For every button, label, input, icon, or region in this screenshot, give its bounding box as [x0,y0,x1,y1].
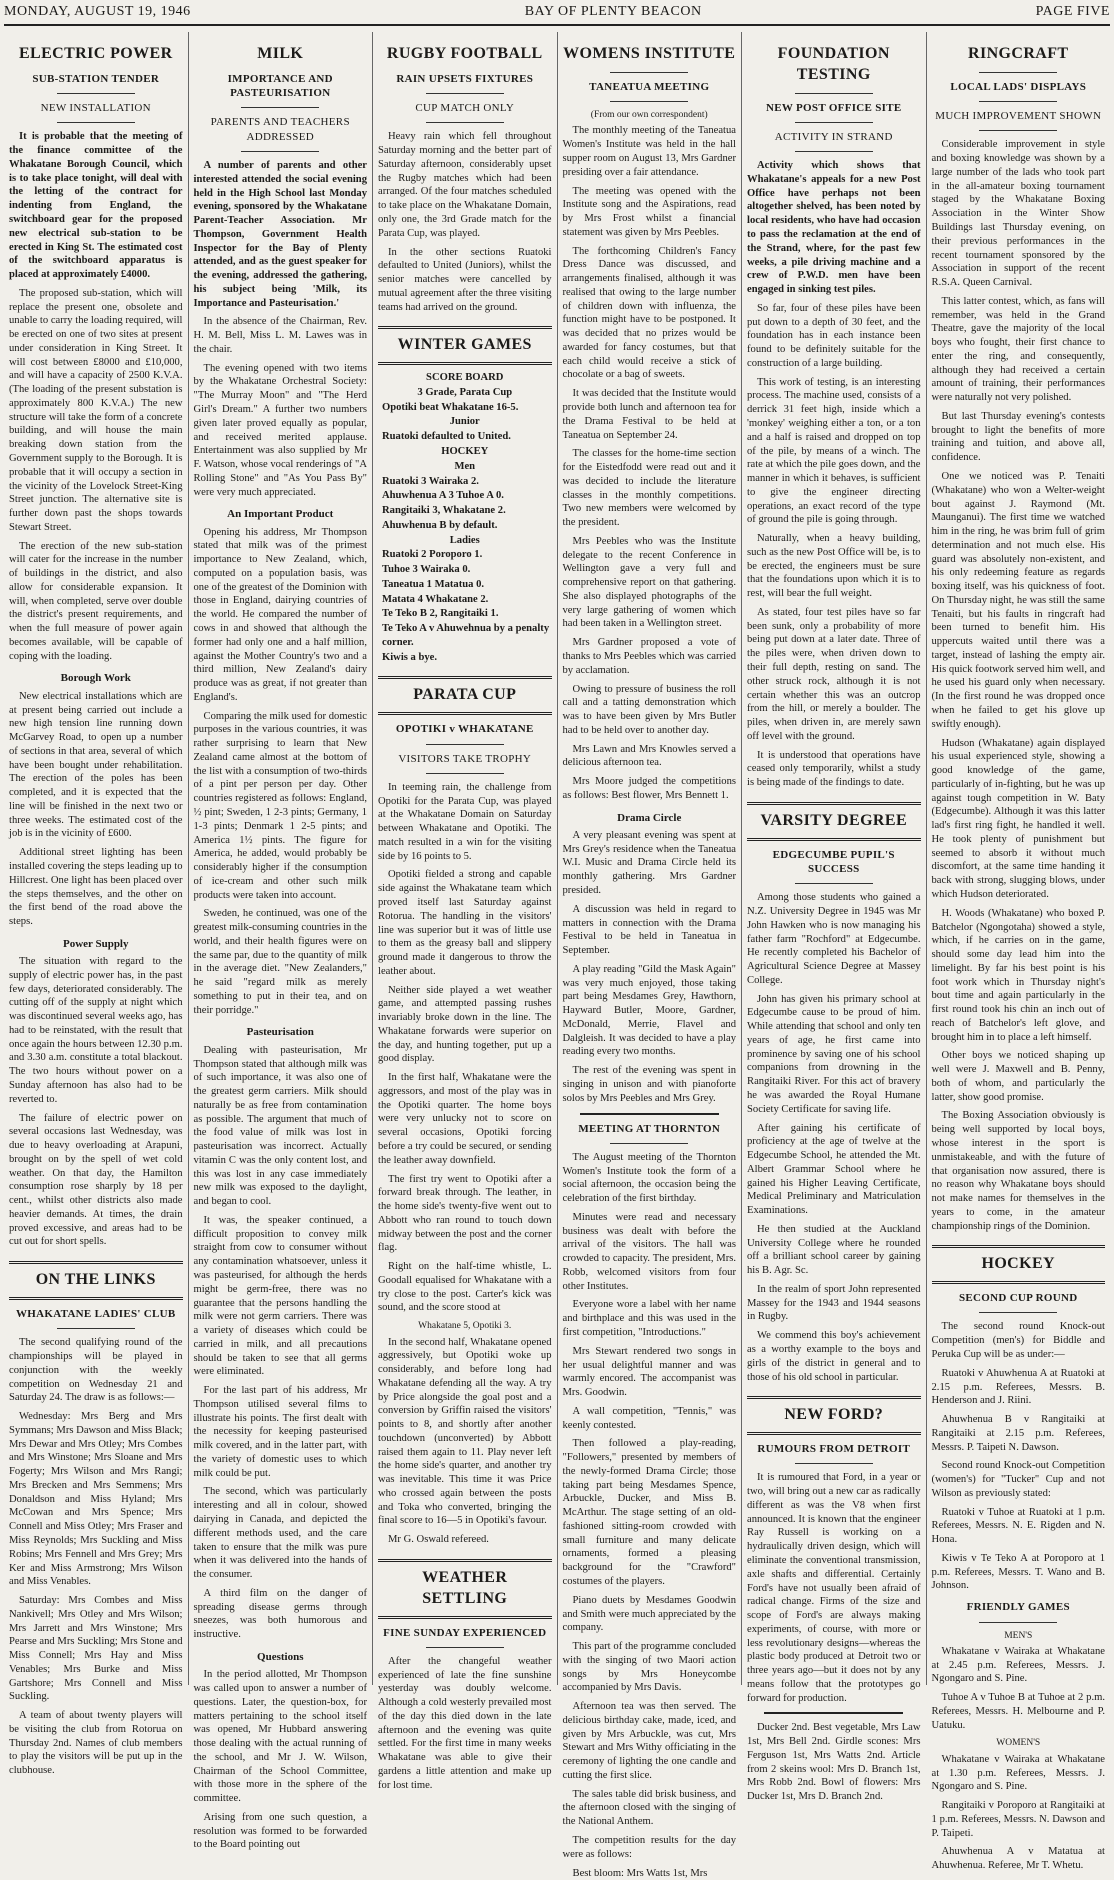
paragraph: A third film on the danger of spreading disease germs through sneezes, was both humorous and instructive. [193,1587,367,1641]
paragraph: Wednesday: Mrs Berg and Mrs Symmans; Mrs Dawson and Miss Black; Mrs Dewar and Mrs Otley; Mrs Combes and Mrs Winstone; Mrs Sloane and Mrs Fogerty; Mrs Wilson and Mrs Rangi; Mrs Brecken and Mrs Semmens; Mrs Donaldson and Miss Hyland; Mrs McCowan and Mrs Spence; Mrs Connell and Miss Otley; Mrs Fraser and Miss Reynolds; Mrs Suckling and Miss Robins; Mrs Fennell and Mrs Grey; Mrs Ker and Miss Armstrong; Mrs Wilson and Miss Venables. [9,1411,183,1588]
paragraph: Everyone wore a label with her name and birthplace and this was used in the first competition, "Introductions." [562,1299,736,1338]
score-result: Ahuwhenua B by default. [382,519,498,531]
paragraph: The erection of the new sub-station will cater for the increase in the number of buildings in the district, and also allow for considerable expansion. It will, when completed, serve over double the district's present requirements, and when the full measure of power again becomes available, will be capable of coping with the loading. [9,540,183,662]
score-result: Matata 4 Whakatane 2. [382,593,489,605]
paragraph: Mrs Stewart rendered two songs in her usual delightful manner and was warmly encored. The accompanist was Mrs. Goodwin. [562,1345,736,1399]
paragraph: The second qualifying round of the championships will be played in conjunction with the weekly competition on Wednesday 21 and Saturday 24. The draw is as follows:— [9,1337,183,1404]
paragraph: He then studied at the Auckland University College where he rounded off a brilliant school career by gaining his B. Agr. Sc. [747,1223,921,1277]
paragraph: As stated, four test piles have so far been sunk, only a probability of more being put down at a later date. Three of the piles were, when driven down to their full depth, resting on sand. The other struck rock, although it is not certain whether this was an outcrop from the hill, or merely a boulder. The piles, when driven in, are merely sawn off level with the ground. [747,606,921,742]
paragraph: Naturally, when a heavy building, such as the new Post Office will be, is to be erected, the engineers must be sure that the foundations upon which it is to rest, will bear the full weight. [747,533,921,600]
paragraph: Mrs Lawn and Mrs Knowles served a delicious afternoon tea. [562,743,736,769]
divider [610,1143,688,1144]
divider [795,122,873,123]
paragraph: So far, four of these piles have been put down to a depth of 30 feet, and the foundation has in each instance been found to be definitely suitable for the construction of a large building. [747,302,921,369]
article-subtitle: LOCAL LADS' DISPLAYS [950,80,1087,93]
paragraph: Mrs Moore judged the competitions as follows: Best flower, Mrs Bennett 1. [562,776,736,801]
article-subtitle: TANEATUA MEETING [589,80,710,93]
divider [57,1328,135,1329]
article-title: WEATHER SETTLING [378,1559,552,1619]
article-title: MEETING AT THORNTON [578,1122,721,1135]
article-title: MILK [257,45,304,62]
section-heading: Questions [257,1650,304,1663]
paragraph: The failure of electric power on several occasions last Wednesday, was due to heavy overloading at Arapuni, brought on by the spell of wet cold weather. On that day, the Hamilton consumption rose sharply by 18 per cent., whilst other districts also made heavier demands. At times, the drain proved excessive, and areas had to be cut out for short spells. [9,1112,183,1248]
article-title: WOMENS INSTITUTE [563,45,736,62]
paragraph: Mrs Gardner proposed a vote of thanks to Mrs Peebles which was carried by acclamation. [562,637,736,676]
article-subhead: ACTIVITY IN STRAND [774,130,893,143]
article-subtitle: OPOTIKI v WHAKATANE [395,723,534,736]
paragraph: Whakatane v Wairaka at Whakatane at 1.30 p.m. Referees, Messrs. J. Ngongaro and S. Pine. [931,1753,1105,1793]
paragraph: Ahuwhenua A v Matatua at Ahuwhenua. Referee, Mr T. Whetu. [931,1846,1105,1872]
paragraph: Piano duets by Mesdames Goodwin and Smith were much appreciated by the company. [562,1594,736,1634]
paragraph: For the last part of his address, Mr Thompson utilised several films to illustrate his points. The first dealt with the necessity for keeping pasteurised milk covered, and in the latter part, with the variety of domestic uses to which milk could be put. [193,1385,367,1479]
divider [426,122,504,123]
paragraph: A very pleasant evening was spent at Mrs Grey's residence when the Taneatua W.I. Music and Drama Circle held its monthly gathering. Mrs Gardner presided. [562,829,736,897]
article-subtitle: RUMOURS FROM DETROIT [757,1443,911,1456]
paragraph: A discussion was held in regard to matters in connection with the Drama Festival to be held in Taneatua in September. [562,903,736,957]
paragraph: The sales table did brisk business, and the afternoon closed with the singing of the National Anthem. [562,1788,736,1828]
article-title: ON THE LINKS [9,1261,183,1300]
paragraph: Arising from one such question, a resolution was formed to be forwarded to the Board pointing out [193,1811,367,1851]
paragraph: Minutes were read and necessary business was dealt with before the arrival of the visitors. The hall was crowded to capacity. The president, Mrs. Robb, welcomed visitors from four other Institutes. [562,1211,736,1292]
article-subtitle: FINE SUNDAY EXPERIENCED [383,1626,547,1639]
article-subtitle: SECOND CUP ROUND [959,1292,1078,1305]
paragraph: Opening his address, Mr Thompson stated that milk was of the primest importance to New Zealand, which, computed on a population basis, was one of the greatest of the Dominion with those in England, dairying countries of the world. He compared the number of cows in and showed that although the former had only one and a half million, against the Mother Country's two and a third million, New Zealand's dairy produce was as great, if not greater than England's. [193,526,367,703]
paragraph: H. Woods (Whakatane) who boxed P. Batchelor (Ngongotaha) showed a style, which, if he carries on in the game, should some day lead him into the limelight. By far his best point is his foot work which in Thursday night's bout time and again particularly in the first round took his chin an inch out of reach of Batchelor's left glove, and brought him in to place a left himself. [931,907,1105,1043]
divider [610,101,688,102]
paragraph: The meeting was opened with the Institute song and the Aspirations, read by Mrs Frost whilst a financial statement was given by Mrs Peebles. [562,185,736,238]
column-4 [557,32,742,1879]
paragraph: Sweden, he continued, was one of the greatest milk-consuming countries in the world, and their health figures were on the same par, due to the quantity of milk in the average diet. "New Zealanders," he said "regard milk as merely something to put in their tea, and on their porridge." [193,908,367,1016]
paragraph: We commend this boy's achievement as a worthy example to the boys and girls of the district in general and to those of his old school in particular. [747,1330,921,1383]
score-result: Opotiki beat Whakatane 16-5. [382,401,519,413]
paragraph: The Boxing Association obviously is being well supported by local boys, whose interest in the sport is unmistakeable, and with the future of that organisation now assured, there is no reason why Whakatane boys should not make names for themselves in the years to come, in the amateur championship rings of the Dominion. [931,1110,1105,1232]
divider [979,1312,1057,1313]
score-result: Ruatoki defaulted to United. [382,431,511,443]
article-subtitle: NEW POST OFFICE SITE [766,101,902,114]
paragraph: Ducker 2nd. Best vegetable, Mrs Law 1st, Mrs Bell 2nd. Girdle scones: Mrs Ferguson 1st, Mrs Watts 2nd. Article from 2 skeins wool: Mrs D. Branch 1st, Mrs Robb 2nd. Bowl of flowers: Mrs Ducker 1st, Mrs D. Branch 2nd. [747,1722,921,1803]
divider [979,72,1057,73]
divider [795,883,873,884]
divider [426,1647,504,1648]
paragraph: Rangitaiki v Poroporo at Rangitaiki at 1 p.m. Referees, Messrs. N. Dawson and P. Taipeti. [931,1800,1105,1839]
paragraph: In the absence of the Chairman, Rev. H. M. Bell, Miss L. M. Lawes was in the chair. [193,316,367,355]
paragraph: Kiwis v Te Teko A at Poroporo at 1 p.m. Referees, Messrs. T. Wano and B. Johnson. [931,1552,1105,1592]
paragraph: Mr G. Oswald refereed. [388,1534,489,1546]
paragraph: One we noticed was P. Tenaiti (Whakatane) who won a Welter-weight bout against J. Raymond (Mt. Maunganui). The first time we watched him in the ring, he was brim full of grim determination and not much else. His guard was absolutely non-existent, and his only redeeming feature as regards boxing itself, was his quickness of foot. On Thursday night, he was still the same Tenaiti, but his faults in ringcraft had been turned to benefit him. His uppercuts waited until there was a target, instead of lashing the empty air. His quick footwork served him well, and he used his guard only when necessary. (In the first round he was dropped once when he failed to get his glove up swiftly enough). [931,471,1105,730]
paragraph: Neither side played a wet weather game, and attempted passing rushes invariably broke down in the line. The Whakatane forwards were superior on the day, and hunting together, put up a good display. [378,984,552,1065]
page-number: PAGE FIVE [1035,4,1110,19]
divider [795,151,873,152]
article-subhead: PARENTS AND TEACHERS ADDRESSED [210,116,350,143]
score-grade: Junior [449,416,480,428]
paragraph: Considerable improvement in style and boxing knowledge was shown by a large number of the lads who took part in the all-amateur boxing tournament staged by the Whakatane Boxing Association in the Winter Show Buildings last Thursday evening, on their previous performances in the recent tournament sponsored by the Association in support of the recent R.S.A. Queen Carnival. [931,139,1105,289]
paragraph: Saturday: Mrs Combes and Miss Nankivell; Mrs Otley and Mrs Wilson; Mrs Jarrett and Mrs Winstone; Mrs Pearse and Mrs Suckling; Mrs Stone and Miss Connell; Mrs Hay and Miss Venables; Mrs Burke and Miss Gartshore; Mrs Connell and Miss Suckling. [9,1595,183,1703]
article-subtitle: IMPORTANCE AND PASTEURISATION [227,72,333,100]
paragraph: Other boys we noticed shaping up well were J. Maxwell and B. Penny, both of whom, and particularly the latter, show good promise. [931,1050,1105,1103]
masthead [4,0,1110,26]
paragraph: The competition results for the day were as follows: [562,1835,736,1860]
paragraph: Owing to pressure of business the roll call and a tatting demonstration which was to have been given by Mrs Butler had to be held over to another day. [562,683,736,736]
article-subtitle: FRIENDLY GAMES [966,1601,1070,1614]
divider [241,107,319,108]
paragraph: Among those students who gained a N.Z. University Degree in 1945 was Mr John Hawken who is now managing his father farm "Rochford" at Edgecumbe. He recently completed his Bachelor of Agricultural Science Degree at Massey College. [747,892,921,986]
article-subtitle: SUB-STATION TENDER [32,72,160,85]
paragraph: A play reading "Gild the Mask Again" was very much enjoyed, those taking part being Mesdames Grey, Hawthorn, Hayward Butler, Moore, Gardner, McDonald, Merrie, Flavel and Dalgleish. It was decided to have a play reading every two months. [562,963,736,1058]
page-columns [4,32,1110,1879]
divider [795,1463,873,1464]
paragraph: The proposed sub-station, which will replace the present one, obsolete and unable to carry the loading required, will be erected on one of two sites at present under consideration in King Street. It will cost between £8000 and £10,000, and will have a capacity of 2500 K.V.A. (The loading of the present substation is approximately 800 K.V.A.) The new structure will take the form of a concrete building, and will house the main breaking down station from the Government supply to the Borough. It is probable that it will occupy a section in the vicinity of the Lovelock Street-King Street junction. The alternative site is further down past the shops towards Stewart Street. [9,287,183,533]
divider [426,773,504,774]
article-title: NEW FORD? [747,1396,921,1435]
paragraph: Dealing with pasteurisation, Mr Thompson stated that although milk was of such importance, it was also one of the greatest germ carriers. Milk should naturally be as free from contamination as possible. The argument that much of the food value of milk was lost in pasteurisation was incorrect. Actually vitamin C was the only content lost, and this was lost in any case immediately new milk was exposed to the daylight, and began to cool. [193,1044,367,1208]
score-result: Te Teko B 2, Rangitaiki 1. [382,608,499,620]
article-subtitle: RAIN UPSETS FIXTURES [396,72,534,85]
paragraph: It is understood that operations have ceased only temporarily, whilst a study is being made of the findings to date. [747,749,921,789]
paragraph: Mrs Peebles who was the Institute delegate to the recent Conference in Wellington gave a very full and comprehensive report on that gathering. She also displayed photographs of the very large gathering of women which had been taken in a Wellington street. [562,535,736,630]
paragraph: Best bloom: Mrs Watts 1st, Mrs [572,1867,708,1879]
article-subhead: NEW INSTALLATION [40,102,151,115]
score-board [378,371,552,664]
article-title: FOUNDATION TESTING [777,45,890,83]
paragraph: But last Thursday evening's contests brought to light the benefits of more training and tuition, and above all, confidence. [931,410,1105,464]
divider [795,93,873,94]
divider [580,1113,719,1115]
article-subtitle: WHAKATANE LADIES' CLUB [15,1307,176,1320]
article-subhead: MUCH IMPROVEMENT SHOWN [935,110,1102,123]
paragraph: Heavy rain which fell throughout Saturday morning and the better part of Saturday afternoon, considerably upset the Rugby matches which had been arranged. Of the four matches scheduled to take place on the Whakatane Domain, only one, the 3rd Grade match for the Parata Cup, was played. [378,131,552,239]
section-heading: WOMEN'S [996,1738,1041,1749]
paragraph: After gaining his certificate of proficiency at the age of twelve at the Edgecumbe School, he attended the Mt. Albert Grammar School where he gained his Higher Leaving Certificate, Medical Preliminary and Matriculation Examinations. [747,1122,921,1217]
column-3 [372,32,557,1791]
score-grade: 3 Grade, Parata Cup [417,386,513,398]
paragraph: It was decided that the Institute would provide both lunch and afternoon tea for the Drama Festival to be held at Taneatua on September 24. [562,388,736,441]
paragraph: This part of the programme concluded with the singing of two Maori action songs by Mrs Honeycombe accompanied by Mrs Davis. [562,1641,736,1694]
paragraph: The monthly meeting of the Taneatua Women's Institute was held in the hall supper room on August 13, Mrs Gardner presiding over a fair attendance. [562,125,736,178]
score-result: Ruatoki 3 Wairaka 2. [382,475,479,487]
paragraph: Then followed a play-reading, "Followers," presented by members of the newly-formed Drama Circle; those taking part being Mesdames Spence, Arbuckle, Ducker, and Miss B. McArthur. The stage setting of an old-fashioned sitting-room crowded with small furniture and many delicate ornaments, formed a pleasing background for the "Crawford" costumes of the players. [562,1438,736,1587]
divider [241,151,319,152]
paragraph: Afternoon tea was then served. The delicious birthday cake, made, iced, and given by Mrs Arbuckle, was cut, Mrs Stewart and Mrs Withy officiating in the ceremony of lighting the one candle and cutting the first slice. [562,1701,736,1781]
score-result: Kiwis a bye. [382,651,438,663]
paragraph: The forthcoming Children's Fancy Dress Dance was discussed, and arrangements finalised, although it was realised that owing to the large number of children down with influenza, the function might have to be postponed. It was decided that no prizes would be awarded for fancy costumes, but that each child would receive a stick of chocolate or a bag of sweets. [562,245,736,381]
lead-paragraph: A number of parents and other interested attended the social evening held in the High School last Monday evening, sponsored by the Whakatane Parent-Teacher Association. Mr Thompson, Government Health Inspector for the Bay of Plenty attended, and as the guest speaker for the evening, addressed the gathering, his subject being 'Milk, its Importance and Pasteurisation.' [193,159,367,309]
paragraph: A wall competition, "Tennis," was keenly contested. [562,1405,736,1431]
paragraph: Ruatoki v Tuhoe at Ruatoki at 1 p.m. Referees, Messrs. N. E. Rigden and N. Hona. [931,1506,1105,1546]
paragraph: In the other sections Ruatoki defaulted to United (Juniors), whilst the senior matches were cancelled by mutual agreement after the three visiting teams had arrived on the ground. [378,246,552,313]
newspaper-name: BAY OF PLENTY BEACON [524,4,702,19]
paragraph: Whakatane v Wairaka at Whakatane at 2.45 p.m. Referees, Messrs. J. Ngongaro and S. Pine. [931,1645,1105,1685]
paragraph: Hudson (Whakatane) again displayed his usual experienced style, showing a good knowledge of the game, particularly of in-fighting, but he was up against tough competition in W. Baty (Edgecumbe). Although it was this latter lad's first ring fight, he handled it well. He took plenty of punishment but seemed to absorb it without much discomfort, at the same time handing it back with strong, slugging blows, under which Hudson deteriorated. [931,737,1105,900]
divider [57,93,135,94]
lead-paragraph: It is probable that the meeting of the finance committee of the Whakatane Borough Council, which is to take place tonight, will deal with the letting of the contract for indenting from England, the switchboard gear for the proposed new electrical sub-station to be erected in King St. The estimated cost of the switchboard apparatus is placed at approximately £4000. [9,131,183,281]
paragraph: Ruatoki v Ahuwhenua A at Ruatoki at 2.15 p.m. Referees, Messrs. B. Henderson and J. Riini. [931,1367,1105,1407]
divider [57,122,135,123]
paragraph: In the second half, Whakatane opened aggressively, but Opotiki woke up considerably, and before long had Whakatane defending all the way. A try by Price alongside the goal post and a conversion by Griffin raised the visitors' points to 8, and shortly after another touchdown (unconverted) by Abbott raised them again to 11. Play never left the home side's quarter, and another try was inevitable. This time it was Price who crossed again between the posts and Toka who converted, bringing the final score to 16—5 in Opotiki's favour. [378,1336,552,1527]
article-subhead: CUP MATCH ONLY [415,102,515,115]
paragraph: It was, the speaker continued, a difficult proposition to convey milk straight from cow to consumer without any contamination whatsoever, unless it was pasteurised, for although the herds might be germ-free, there was no guarantee that the persons handling the milk were not germ carriers. There was a variety of diseases which could be carried in milk, and all precautions should be taken to see that all germs were eliminated. [193,1214,367,1378]
column-2 [188,32,373,1851]
article-title: RUGBY FOOTBALL [386,45,543,62]
score-result: Rangitaiki 3, Whakatane 2. [382,505,506,517]
column-1 [4,32,188,1777]
score-grade: Men [454,460,476,472]
paragraph: Second round Knock-out Competition (women's) for "Tucker" Cup and not Wilson as previously stated: [931,1460,1105,1499]
score-grade: HOCKEY [441,445,489,457]
paragraph: Ahuwhenua B v Rangitaiki at Rangitaiki at 2.15 p.m. Referees, Messrs. P. Taipeti N. Dawson. [931,1414,1105,1453]
score-result: Taneatua 1 Matatua 0. [382,578,485,590]
paragraph: It is rumoured that Ford, in a year or two, will bring out a new car as radically different as was the V8 when first announced. It is known that the engineer Ray Russell is working on a hydraulically driven design, which will eliminate the conventional transmission, axle shafts and differential. Certainly Ford's have not usually been afraid of radical change. Firms of the size and scope of Ford's are always making experiments, of course, with more or less revolutionary designs—whereas the plastic body produced at Detroit two or three years ago—but it does not by any means follow that the prototypes go forward for production. [747,1472,921,1704]
section-heading: Borough Work [60,672,131,685]
score-result: Ruatoki 2 Poroporo 1. [382,549,483,561]
section-heading: Pasteurisation [246,1026,314,1039]
paragraph: Opotiki fielded a strong and capable side against the Whakatane team which proved itself last Saturday against Rotorua. The handling in the visitors' line was superior but it was of little use to them as the greasy ball and slippery ground made it dangerous to throw the leather about. [378,869,552,977]
paragraph: The first try went to Opotiki after a forward break through. The leather, in the home side's twenty-five went out to Abbott who ran round to touch down midway between the post and the corner flag. [378,1173,552,1254]
score-result: Tuhoe 3 Wairaka 0. [382,564,471,576]
paragraph: The situation with regard to the supply of electric power has, in the past few days, deteriorated considerably. The cutting off of the supply at night which was discontinued several weeks ago, has had to be reinstated, with the result that once again the hours between 12.30 p.m. and 3.30 a.m. constitute a total blackout. The two hours without power on a Sunday afternoon has also had to be reverted to. [9,956,183,1105]
paragraph: Right on the half-time whistle, L. Goodall equalised for Whakatane with a try close to the post. Carter's kick was sound, and the score stood at [378,1261,552,1314]
paragraph: New electrical installations which are at present being carried out include a new high tension line running down McGarvey Road, to open up a number of sections in that area, several of which have been bought under rehabilitation. The erection of the poles has been completed, and it is expected that the line will be finished in the next two or three weeks. The estimated cost of the job is in the vicinity of £600. [9,690,183,840]
paragraph: Comparing the milk used for domestic purposes in the various countries, it was rather surprising to learn that New Zealand came almost at the bottom of the list with a consumption of two-thirds of a pint per person per day. Other countries registered as follows: England, ½ pint; Sweden, 1 2-3 pints; Germany, 1 1-3 pints; Denmark 1 2-5 pints; and America 1½ pints. The figure for America, he added, would probably be considerably higher if the consumption of ice-cream and other such milk products were taken into account. [193,710,367,901]
score-result: Te Teko A v Ahuwehnua by a penalty corner. [382,623,550,648]
paragraph: In the first half, Whakatane were the aggressors, and most of the play was in the Opotiki quarter. The home boys were very unlucky not to score on several occasions, Opotiki forcing before a try could be secured, or sending the leather away downfield. [378,1072,552,1166]
paragraph: This latter contest, which, as fans will remember, was held in the Grand Theatre, gave the majority of the local boys who fought, their first chance to enter the ring, and consequently, although they had received a certain amount of training, their performances were naturally not very polished. [931,295,1105,404]
divider [610,72,688,73]
article-subhead: VISITORS TAKE TROPHY [398,752,532,765]
paragraph: This work of testing, is an interesting process. The machine used, consists of a derrick 31 feet high, inside which a 'monkey' weighing either a ton, or a ton and a half is raised and dropped on top of the pile, by means of a winch. The rate at which the pile goes down, and the manner in which it behaves, is sufficient to give the engineer directing operations, an exact record of the type of ground the pile is going through. [747,376,921,526]
column-5 [741,32,926,1803]
paragraph: In teeming rain, the challenge from Opotiki for the Parata Cup, was played at the Whakatane Domain on Saturday between Whakatane and Opotiki. The match resulted in a win for the visiting side by 16 points to 5. [378,781,552,862]
column-6 [926,32,1111,1872]
article-title: ELECTRIC POWER [18,45,173,62]
divider [979,130,1057,131]
paragraph: Tuhoe A v Tuhoe B at Tuhoe at 2 p.m. Referees, Messrs. H. Melbourne and P. Uatuku. [931,1692,1105,1731]
issue-date: MONDAY, AUGUST 19, 1946 [4,4,191,19]
paragraph: Additional street lighting has been installed covering the steps leading up to Hillcrest. One light has been placed over the steps themselves, and the other on the first bend of the road above the steps. [9,847,183,928]
article-title: PARATA CUP [378,676,552,715]
section-heading: An Important Product [227,508,334,521]
paragraph: A team of about twenty players will be visiting the club from Rotorua on Thursday 2nd. Names of club members to play the visitors will be put up in the clubhouse. [9,1710,183,1777]
divider [426,744,504,745]
section-heading: Power Supply [62,937,129,950]
correspondent-note: (From our own correspondent) [590,110,708,121]
article-title: RINGCRAFT [968,45,1069,62]
paragraph: The classes for the home-time section for the Eistedfodd were read out and it was decided to include the literature classes in the monthly competitions. Two new members were welcomed by the president. [562,448,736,529]
half-time-score: Whakatane 5, Opotiki 3. [418,1321,512,1332]
paragraph: After the changeful weather experienced of late the fine sunshine yesterday was doubly welcome. Although a cold westerly prevailed most of the day this died down in the late afternoon and the evening was quite settled. For the first time in many weeks Whakatane was able to give their gardens a little attention and make up for lost time. [378,1655,552,1791]
article-title: HOCKEY [932,1245,1106,1284]
section-heading: Drama Circle [617,811,682,824]
divider [426,93,504,94]
paragraph: The second round Knock-out Competition (men's) for Biddle and Peruka Cup will be as under:— [931,1321,1105,1360]
article-title: WINTER GAMES [378,326,552,365]
divider [764,1712,903,1714]
paragraph: The second, which was particularly interesting and all in colour, showed dairying in Canada, and depicted the different methods used, and the care taken to ensure that the milk was pure when it was delivered into the hands of the consumer. [193,1486,367,1581]
article-subtitle: EDGECUMBE PUPIL'S SUCCESS [772,848,895,875]
divider [979,1622,1057,1623]
paragraph: In the period allotted, Mr Thompson was called upon to answer a number of questions. Later, the question-box, for matters pertaining to the school itself was opened, Mr Hubbard answering those dealing with the actual running of the school, and Mr J. W. Wilson, Chairman of the School Committee, with those more in the sphere of the committee. [193,1669,367,1805]
score-board-title: SCORE BOARD [426,372,504,384]
paragraph: The evening opened with two items by the Whakatane Orchestral Society: "The Murray Moon" and "The Herd Girl's Dream." A further two numbers given later proved equally as popular, and received merited applause. Entertainment was also supplied by Mr F. Watson, whose vocal renderings of "A Rolling Stone" and "As You Pass By" were very much appreciated. [193,362,367,498]
article-title: VARSITY DEGREE [747,802,921,841]
paragraph: John has given his primary school at Edgecumbe cause to be proud of him. While attending that school and only ten years of age, he first came into prominence by saving one of his school companions from drowning in the Rangitaiki River. For this act of bravery he was awarded the Royal Humane Society Certificate for saving life. [747,993,921,1115]
paragraph: The rest of the evening was spent in singing in unison and with pianoforte solos by Mrs Peebles and Mrs Grey. [562,1065,736,1104]
paragraph: The August meeting of the Thornton Women's Institute took the form of a social afternoon, the occasion being the celebration of the first birthday. [562,1151,736,1205]
score-grade: Ladies [449,534,480,546]
divider [979,101,1057,102]
section-heading: MEN'S [1004,1630,1033,1641]
paragraph: In the realm of sport John represented Massey for the 1943 and 1944 seasons in Rugby. [747,1283,921,1323]
lead-paragraph: Activity which shows that Whakatane's appeals for a new Post Office have perhaps not been altogether shelved, has been noted by local residents, who have had occasion to pass the reclamation at the end of the Strand, where, for the past few weeks, a pile driving machine and a crew of P.W.D. men have been engaged in sinking test piles. [747,160,921,296]
score-result: Ahuwhenua A 3 Tuhoe A 0. [382,490,504,502]
